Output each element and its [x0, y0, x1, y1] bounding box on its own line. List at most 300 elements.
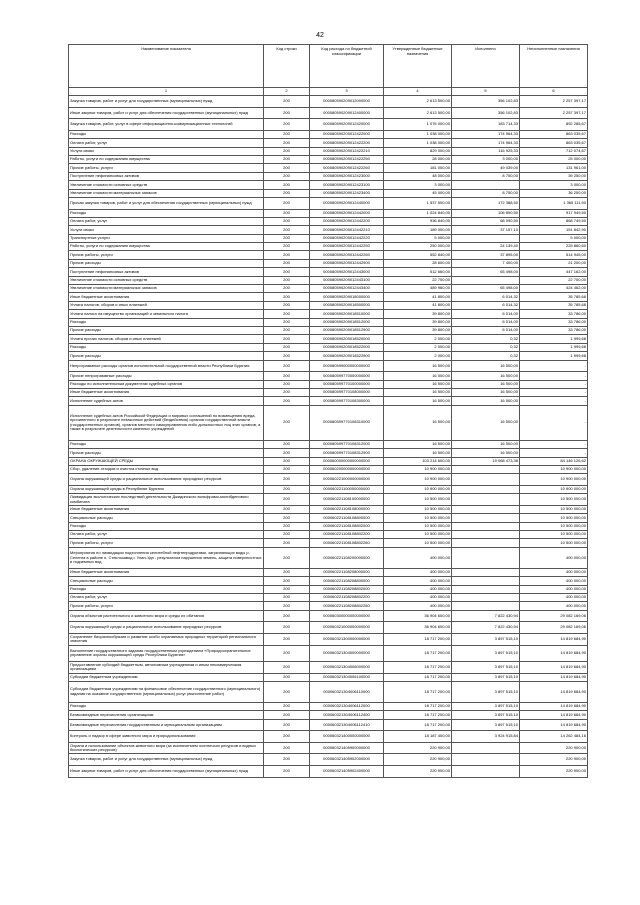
row-remaining: -: [520, 360, 588, 372]
row-executed: 16 500,00: [452, 449, 520, 457]
row-executed: 24 139,40: [452, 243, 520, 251]
row-remaining: 400 000,00: [520, 602, 588, 610]
row-name: Прочие работы, услуги: [69, 164, 264, 172]
row-approved: 41 800,00: [384, 293, 452, 301]
row-name: Иные бюджетные ассигнования: [69, 293, 264, 301]
row-approved: 489 960,00: [384, 285, 452, 293]
row-remaining: 35 785,68: [520, 301, 588, 309]
row-budget-code: 000080590209012000000: [310, 96, 384, 108]
column-number: 6: [520, 88, 588, 96]
row-executed: 3 897 515,10: [452, 673, 520, 681]
row-executed: [452, 568, 520, 576]
row-remaining: 131 961,00: [520, 164, 588, 172]
row-executed: 6 014,32: [452, 293, 520, 301]
row-name: Субсидии бюджетным учреждениям: [69, 673, 264, 681]
table-row: [69, 209, 588, 217]
row-approved: 400 000,00: [384, 547, 452, 568]
row-line-code: 200: [264, 711, 310, 719]
row-approved: 10 900 000,00: [384, 485, 452, 493]
row-approved: 552 840,00: [384, 251, 452, 259]
row-line-code: 200: [264, 673, 310, 681]
table-row: [69, 380, 588, 388]
table-row: [69, 155, 588, 163]
row-remaining: 14 819 684,90: [520, 661, 588, 673]
table-row: [69, 505, 588, 513]
row-line-code: 200: [264, 531, 310, 539]
row-approved: 2 613 500,00: [384, 96, 452, 108]
row-approved: 181 000,00: [384, 164, 452, 172]
row-budget-code: 000060321304006110000: [310, 681, 384, 702]
row-executed: 183 714,33: [452, 119, 520, 131]
row-approved: 10 500 000,00: [384, 522, 452, 530]
row-budget-code: 000080590209012422250: [310, 155, 384, 163]
row-approved: 16 500,00: [384, 440, 452, 448]
row-executed: 37 895,00: [452, 251, 520, 259]
row-name: Специальные расходы: [69, 577, 264, 585]
row-executed: 8 750,00: [452, 172, 520, 180]
row-approved: 16 500,00: [384, 372, 452, 380]
row-remaining: 3 000,00: [520, 181, 588, 189]
row-name: Охрана объектов растительного и животного мира и среды их обитания: [69, 610, 264, 622]
row-line-code: 200: [264, 754, 310, 766]
table-row: [69, 343, 588, 351]
row-executed: 16 500,00: [452, 405, 520, 440]
row-remaining: 514 945,00: [520, 251, 588, 259]
row-name: Уплата прочих налогов, сборов и иных платежей: [69, 335, 264, 343]
row-name: Расходы: [69, 318, 264, 326]
row-executed: [452, 742, 520, 754]
row-line-code: 200: [264, 661, 310, 673]
row-budget-code: 000080590209012442000: [310, 209, 384, 217]
header-approved: Утвержденные бюджетные назначения: [384, 45, 452, 88]
row-line-code: 200: [264, 197, 310, 209]
row-line-code: 200: [264, 514, 310, 522]
row-approved: 22 700,00: [384, 276, 452, 284]
row-budget-code: 000080590209012442200: [310, 217, 384, 225]
row-executed: 16 500,00: [452, 440, 520, 448]
row-remaining: -: [520, 388, 588, 396]
row-line-code: 200: [264, 343, 310, 351]
row-approved: 10 900 000,00: [384, 474, 452, 486]
row-line-code: 200: [264, 440, 310, 448]
row-budget-code: 000080599770100000000: [310, 380, 384, 388]
row-line-code: 200: [264, 360, 310, 372]
row-name: Расходы: [69, 522, 264, 530]
row-remaining: -: [520, 449, 588, 457]
row-approved: 18 717 200,00: [384, 634, 452, 646]
table-row: [69, 539, 588, 547]
column-number: 3: [310, 88, 384, 96]
row-line-code: 200: [264, 181, 310, 189]
row-name: Исполнение судебных актов: [69, 397, 264, 405]
row-line-code: 200: [264, 494, 310, 506]
table-row: [69, 754, 588, 766]
row-remaining: 29 082 169,06: [520, 622, 588, 634]
row-approved: 1 038 000,00: [384, 139, 452, 147]
row-executed: [452, 531, 520, 539]
row-name: Специальные расходы: [69, 514, 264, 522]
row-line-code: 200: [264, 147, 310, 155]
row-name: Прочие работы, услуги: [69, 539, 264, 547]
row-budget-code: 000060221108100000000: [310, 494, 384, 506]
table-row: [69, 514, 588, 522]
table-row: [69, 731, 588, 743]
row-executed: 0,32: [452, 343, 520, 351]
table-row: [69, 107, 588, 119]
row-line-code: 200: [264, 326, 310, 334]
table-row: [69, 147, 588, 155]
row-approved: 10 500 000,00: [384, 494, 452, 506]
row-remaining: 400 000,00: [520, 577, 588, 585]
row-name: Поступление нефинансовых активов: [69, 268, 264, 276]
row-name: Услуги связи: [69, 226, 264, 234]
row-budget-code: 000060321304000000000: [310, 645, 384, 661]
header-executed: Исполнено: [452, 45, 520, 88]
table-row: [69, 285, 588, 293]
table-row: [69, 719, 588, 731]
row-name: ОХРАНА ОКРУЖАЮЩЕЙ СРЕДЫ: [69, 457, 264, 465]
row-executed: 3 897 515,10: [452, 702, 520, 710]
row-name: Прочие расходы: [69, 326, 264, 334]
row-approved: 28 600,00: [384, 259, 452, 267]
row-budget-code: 000080590209012423000: [310, 172, 384, 180]
row-line-code: 200: [264, 547, 310, 568]
row-name: Расходы: [69, 702, 264, 710]
table-row: [69, 577, 588, 585]
row-line-code: 200: [264, 335, 310, 343]
row-budget-code: 000080590209012420000: [310, 119, 384, 131]
row-approved: 16 500,00: [384, 449, 452, 457]
table-row: [69, 531, 588, 539]
row-executed: 3 897 515,10: [452, 661, 520, 673]
row-name: Сбор, удаление отходов и очистка сточных вод: [69, 465, 264, 473]
row-executed: [452, 234, 520, 242]
table-row: [69, 217, 588, 225]
row-budget-code: 000060321304006100000: [310, 673, 384, 681]
table-row: [69, 326, 588, 334]
row-executed: 3 897 515,10: [452, 645, 520, 661]
table-row: [69, 449, 588, 457]
row-budget-code: 000060000000000000000: [310, 457, 384, 465]
row-budget-code: 000060300000000000000: [310, 610, 384, 622]
row-remaining: 10 500 000,00: [520, 505, 588, 513]
row-executed: [452, 754, 520, 766]
row-approved: 1 076 000,00: [384, 119, 452, 131]
row-approved: 18 717 200,00: [384, 719, 452, 731]
row-budget-code: 000080590209012443000: [310, 268, 384, 276]
row-remaining: 10 500 000,00: [520, 531, 588, 539]
row-name: Прочие непрограммные расходы: [69, 372, 264, 380]
row-executed: 49 039,00: [452, 164, 520, 172]
row-executed: 3 897 515,10: [452, 719, 520, 731]
header-line-code: Код строки: [264, 45, 310, 88]
row-budget-code: 000080599770108312000: [310, 440, 384, 448]
row-approved: 2 000,00: [384, 352, 452, 360]
row-line-code: 200: [264, 731, 310, 743]
table-row: [69, 602, 588, 610]
row-line-code: 200: [264, 285, 310, 293]
row-line-code: 200: [264, 602, 310, 610]
row-executed: 16 500,00: [452, 388, 520, 396]
row-budget-code: 000080599000000000000: [310, 360, 384, 372]
row-line-code: 200: [264, 107, 310, 119]
row-line-code: 200: [264, 119, 310, 131]
row-line-code: 200: [264, 155, 310, 163]
column-number-row: [69, 88, 588, 96]
row-executed: [452, 514, 520, 522]
table-row: [69, 189, 588, 197]
row-budget-code: 000080590209018000000: [310, 293, 384, 301]
row-budget-code: 000060221100000000000: [310, 485, 384, 493]
row-line-code: 200: [264, 380, 310, 388]
row-budget-code: 000080590209012443400: [310, 285, 384, 293]
row-line-code: 200: [264, 96, 310, 108]
row-line-code: 200: [264, 485, 310, 493]
row-name: Расходы по исполнительным документам судебных органов: [69, 380, 264, 388]
row-remaining: 84 146 126,62: [520, 457, 588, 465]
table-row: [69, 766, 588, 778]
row-line-code: 200: [264, 259, 310, 267]
row-executed: 7 400,00: [452, 259, 520, 267]
row-budget-code: 000060321405902400000: [310, 766, 384, 778]
row-approved: 10 500 000,00: [384, 539, 452, 547]
table-row: [69, 645, 588, 661]
row-line-code: 200: [264, 539, 310, 547]
row-remaining: 33 786,00: [520, 318, 588, 326]
table-row: [69, 457, 588, 465]
row-budget-code: 000060200000000000000: [310, 465, 384, 473]
row-approved: 250 000,00: [384, 243, 452, 251]
row-budget-code: 000080590209012443100: [310, 276, 384, 284]
row-remaining: 424 462,00: [520, 285, 588, 293]
row-line-code: 200: [264, 634, 310, 646]
table-row: [69, 474, 588, 486]
row-executed: 3 924 915,84: [452, 731, 520, 743]
row-line-code: 200: [264, 474, 310, 486]
row-approved: 18 717 200,00: [384, 681, 452, 702]
row-executed: 3 897 515,10: [452, 711, 520, 719]
row-executed: 116 925,33: [452, 147, 520, 155]
row-name: Расходы: [69, 440, 264, 448]
row-approved: 18 717 200,00: [384, 673, 452, 681]
row-name: Непрограммные расходы органов исполнительной государственной власти Республики Бурятия: [69, 360, 264, 372]
page-number: 42: [316, 32, 324, 39]
row-remaining: -: [520, 405, 588, 440]
row-approved: 400 000,00: [384, 602, 452, 610]
row-executed: 65 498,00: [452, 285, 520, 293]
row-approved: 10 900 000,00: [384, 465, 452, 473]
row-name: Контроль и надзор в сфере животного мира и природопользования: [69, 731, 264, 743]
row-approved: 1 537 500,00: [384, 197, 452, 209]
row-remaining: 14 819 684,90: [520, 645, 588, 661]
column-number: 2: [264, 88, 310, 96]
row-name: Мероприятия по ликвидации подтопления селитебной нефтепродуктами, загрязняющих воды р. Селенга в районе п. Стеклозавод г. Улан-Удэ - результатом нарушения земель, защита поверхностных и подземных вод: [69, 547, 264, 568]
row-remaining: 225 860,60: [520, 243, 588, 251]
row-remaining: 33 786,00: [520, 326, 588, 334]
row-budget-code: 000080590209012440000: [310, 197, 384, 209]
row-remaining: 1 999,68: [520, 352, 588, 360]
row-budget-code: 000080590209012423100: [310, 181, 384, 189]
row-line-code: 200: [264, 293, 310, 301]
row-approved: 16 500,00: [384, 405, 452, 440]
row-approved: 1 024 840,00: [384, 209, 452, 217]
row-budget-code: 000060221108108802200: [310, 531, 384, 539]
row-remaining: 2 257 397,17: [520, 107, 588, 119]
row-remaining: 14 819 684,90: [520, 711, 588, 719]
row-approved: 16 500,00: [384, 360, 452, 372]
row-budget-code: 000060221108108800000: [310, 514, 384, 522]
row-name: Прочая закупка товаров, работ и услуг для обеспечения государственных (муниципальных) нужд: [69, 197, 264, 209]
table-row: [69, 594, 588, 602]
row-remaining: 10 500 000,00: [520, 522, 588, 530]
row-remaining: -: [520, 440, 588, 448]
row-budget-code: 000080599770108310000: [310, 405, 384, 440]
table-row: [69, 164, 588, 172]
row-budget-code: 000060221108208800000: [310, 577, 384, 585]
row-remaining: 25 000,00: [520, 155, 588, 163]
row-name: Безвозмездные перечисления государственным и муниципальным организациям: [69, 719, 264, 731]
row-line-code: 200: [264, 457, 310, 465]
row-budget-code: 000060221108200000000: [310, 547, 384, 568]
row-name: Охрана окружающей среды и рациональное использование природных ресурсов: [69, 474, 264, 486]
row-remaining: 14 819 684,90: [520, 673, 588, 681]
row-name: Ликвидация экологических последствий деятельности Джидинского вольфрамо-молибденового комбината: [69, 494, 264, 506]
row-approved: 18 717 200,00: [384, 711, 452, 719]
row-executed: [452, 485, 520, 493]
row-budget-code: 000080590209012400000: [310, 107, 384, 119]
row-budget-code: 000080590209018510000: [310, 310, 384, 318]
row-approved: 3 000,00: [384, 181, 452, 189]
row-remaining: 10 500 000,00: [520, 494, 588, 506]
row-executed: 16 500,00: [452, 380, 520, 388]
table-body: [69, 96, 588, 778]
row-executed: 174 964,33: [452, 139, 520, 147]
row-approved: 16 500,00: [384, 388, 452, 396]
row-name: Прочие расходы: [69, 352, 264, 360]
header-remaining: Неисполненные назначения: [520, 45, 588, 88]
row-executed: 106 890,50: [452, 209, 520, 217]
row-remaining: 892 285,67: [520, 119, 588, 131]
row-name: Уплата налогов, сборов и иных платежей: [69, 301, 264, 309]
row-remaining: 220 900,00: [520, 766, 588, 778]
table-row: [69, 293, 588, 301]
row-executed: [452, 602, 520, 610]
table-row: [69, 96, 588, 108]
row-budget-code: 000080590209012442210: [310, 226, 384, 234]
row-line-code: 200: [264, 226, 310, 234]
table-row: [69, 673, 588, 681]
row-budget-code: 000060321400000000000: [310, 731, 384, 743]
table-row: [69, 318, 588, 326]
row-budget-code: 000080590209012422000: [310, 130, 384, 138]
row-approved: 5 000,00: [384, 234, 452, 242]
row-remaining: 400 000,00: [520, 568, 588, 576]
row-remaining: 1 999,68: [520, 343, 588, 351]
column-number: 1: [69, 88, 264, 96]
row-remaining: 1 999,68: [520, 335, 588, 343]
row-line-code: 200: [264, 405, 310, 440]
row-remaining: 14 819 684,90: [520, 681, 588, 702]
column-number: 4: [384, 88, 452, 96]
row-remaining: 29 082 169,06: [520, 610, 588, 622]
row-budget-code: 000060221108208802260: [310, 602, 384, 610]
row-name: Предоставление субсидий бюджетным, автономным учреждениям и иным некоммерческим организациям: [69, 661, 264, 673]
row-line-code: 200: [264, 594, 310, 602]
row-approved: 400 000,00: [384, 585, 452, 593]
row-name: Безвозмездные перечисления организациям: [69, 711, 264, 719]
row-budget-code: 000080590209018522900: [310, 352, 384, 360]
row-executed: 172 388,50: [452, 197, 520, 209]
row-line-code: 200: [264, 172, 310, 180]
row-name: Прочие работы, услуги: [69, 602, 264, 610]
row-budget-code: 000060321405900000000: [310, 742, 384, 754]
row-name: Закупка товаров, работ и услуг для государственных (муниципальных) нужд: [69, 754, 264, 766]
table-row: [69, 226, 588, 234]
row-executed: [452, 465, 520, 473]
row-approved: 10 500 000,00: [384, 505, 452, 513]
row-line-code: 200: [264, 505, 310, 513]
row-line-code: 200: [264, 702, 310, 710]
row-remaining: 917 949,50: [520, 209, 588, 217]
row-remaining: 712 074,67: [520, 147, 588, 155]
row-remaining: 400 000,00: [520, 547, 588, 568]
row-budget-code: 000080590209018512000: [310, 318, 384, 326]
table-row: [69, 568, 588, 576]
row-line-code: 200: [264, 622, 310, 634]
row-name: Транспортные услуги: [69, 234, 264, 242]
row-budget-code: 000080590209012422210: [310, 147, 384, 155]
row-line-code: 200: [264, 397, 310, 405]
column-number: 5: [452, 88, 520, 96]
table-row: [69, 310, 588, 318]
row-approved: 220 900,00: [384, 742, 452, 754]
row-name: Иные бюджетные ассигнования: [69, 505, 264, 513]
row-remaining: 21 200,00: [520, 259, 588, 267]
row-approved: 10 500 000,00: [384, 514, 452, 522]
row-budget-code: 000060221108208802000: [310, 585, 384, 593]
row-remaining: 14 819 684,90: [520, 719, 588, 731]
row-line-code: 200: [264, 268, 310, 276]
row-executed: 0,32: [452, 352, 520, 360]
row-line-code: 200: [264, 301, 310, 309]
row-approved: 400 000,00: [384, 577, 452, 585]
row-executed: 6 014,00: [452, 310, 520, 318]
row-executed: 19 068 473,38: [452, 457, 520, 465]
row-remaining: 400 000,00: [520, 585, 588, 593]
row-remaining: 10 500 000,00: [520, 514, 588, 522]
row-executed: 7 822 430,94: [452, 622, 520, 634]
row-line-code: 200: [264, 645, 310, 661]
row-name: Оплата работ, услуг: [69, 594, 264, 602]
table-row: [69, 440, 588, 448]
row-budget-code: 000080590209018520000: [310, 335, 384, 343]
row-executed: 6 014,32: [452, 301, 520, 309]
row-line-code: 200: [264, 276, 310, 284]
row-name: Увеличение стоимости материальных запасов: [69, 189, 264, 197]
row-name: Расходы: [69, 130, 264, 138]
table-row: [69, 585, 588, 593]
table-row: [69, 547, 588, 568]
row-name: Увеличение стоимости материальных запасов: [69, 285, 264, 293]
row-budget-code: 000080590209012442260: [310, 251, 384, 259]
row-remaining: 36 250,00: [520, 189, 588, 197]
row-line-code: 200: [264, 681, 310, 702]
row-remaining: 400 000,00: [520, 594, 588, 602]
row-budget-code: 000060321304006112000: [310, 702, 384, 710]
row-name: Оплата работ, услуг: [69, 139, 264, 147]
row-approved: 18 717 200,00: [384, 702, 452, 710]
row-line-code: 200: [264, 209, 310, 217]
